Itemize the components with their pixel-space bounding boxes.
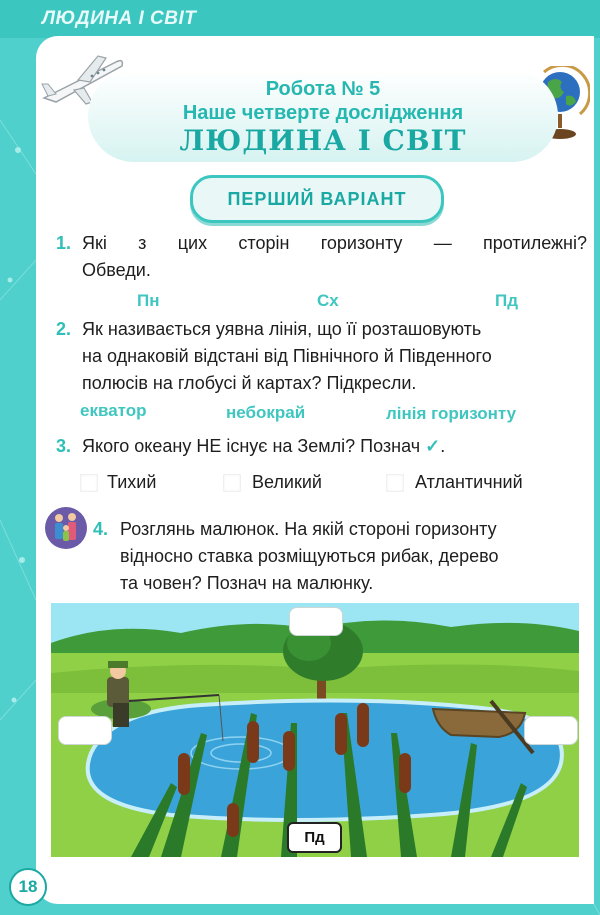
- subject-title: ЛЮДИНА І СВІТ: [179, 124, 467, 157]
- page-number: 18: [9, 868, 47, 906]
- checkmark-icon: ✓: [425, 436, 441, 456]
- q2-text-line2: на однаковій відстані від Північного й Південного: [82, 346, 492, 366]
- q1-option-south[interactable]: Пд: [495, 291, 519, 310]
- q1-text-line1: Які з цих сторін горизонту — протилежні?: [82, 233, 587, 253]
- q4-text-line1: Розглянь малюнок. На якій стороні горизонту: [120, 519, 497, 539]
- q3-option-great: Великий: [252, 472, 322, 492]
- q3-checkbox-pacific[interactable]: [80, 474, 98, 492]
- q3-option-pacific: Тихий: [107, 472, 157, 492]
- answer-box-fisherman[interactable]: [58, 716, 112, 745]
- q3-text-body: Якого океану НЕ існує на Землі? Познач: [82, 436, 421, 456]
- q1-text-line2: Обведи.: [82, 260, 151, 280]
- variant-badge: [190, 175, 444, 223]
- q3-text: [82, 433, 445, 460]
- q2-text-line1: Як називається уявна лінія, що її розташовують: [82, 319, 482, 339]
- south-label: Пд: [287, 822, 342, 853]
- family-icon: [44, 506, 88, 550]
- work-number: Робота № 5: [265, 78, 381, 100]
- pond-scene-illustration: [51, 603, 579, 857]
- q2-option-skyline[interactable]: небокрай: [226, 403, 306, 422]
- q1-option-east[interactable]: Сх: [317, 291, 339, 310]
- q2-option-equator[interactable]: екватор: [80, 401, 147, 420]
- q3-checkbox-atlantic[interactable]: [386, 474, 404, 492]
- q2-number: 2.: [56, 319, 72, 339]
- q3-period: .: [440, 436, 446, 456]
- answer-box-tree[interactable]: [289, 607, 343, 636]
- variant-label: ПЕРШИЙ ВАРІАНТ: [227, 189, 407, 209]
- q2-option-horizon-line[interactable]: лінія горизонту: [386, 404, 517, 423]
- q1-number: 1.: [56, 233, 72, 253]
- q4-text-line3: та човен? Познач на малюнку.: [120, 573, 374, 593]
- section-title: ЛЮДИНА І СВІТ: [42, 8, 197, 29]
- q4-number: 4.: [93, 519, 109, 539]
- q3-checkbox-great[interactable]: [223, 474, 241, 492]
- q1-option-north[interactable]: Пн: [137, 291, 160, 310]
- q2-text-line3: полюсів на глобусі й картах? Підкресли.: [82, 373, 417, 393]
- answer-box-boat[interactable]: [524, 716, 578, 745]
- q4-text-line2: відносно ставка розміщуються рибак, дерево: [120, 546, 499, 566]
- study-title: Наше четверте дослідження: [182, 102, 464, 124]
- q3-number: 3.: [56, 436, 72, 456]
- q3-option-atlantic: Атлантичний: [415, 472, 523, 492]
